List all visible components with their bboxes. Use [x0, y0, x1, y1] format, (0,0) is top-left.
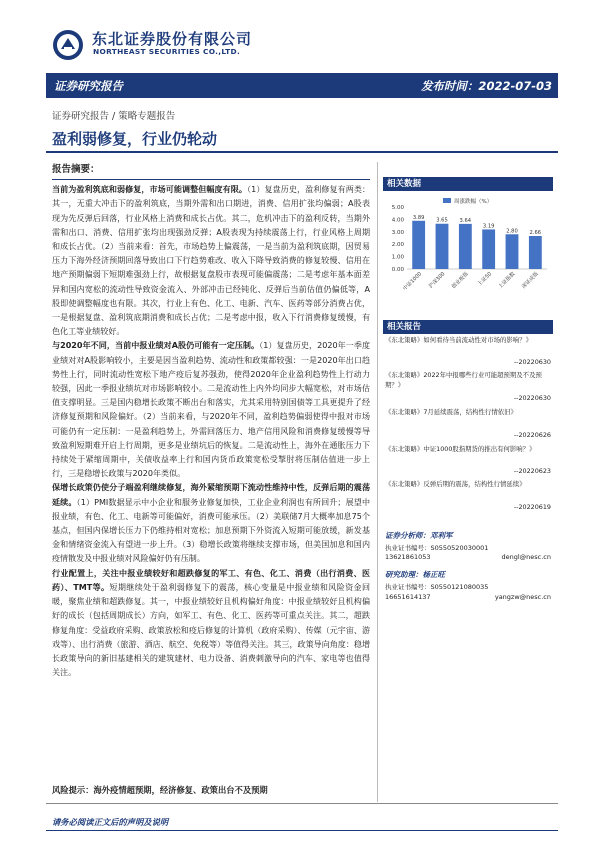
legend-label: 周涨跌幅（%） [454, 199, 493, 205]
x-tick-label: 上证50 [476, 271, 494, 288]
related-report-date: --20220623 [513, 467, 551, 475]
company-logo-icon [52, 29, 84, 61]
license-label: 执业证书编号： [385, 583, 431, 591]
y-tick-label: 2.00 [391, 242, 404, 249]
disclaimer-note: 请务必阅读正文后的声明及说明 [52, 817, 169, 827]
related-report-item[interactable]: 《东北策略》反弹后期的震荡，结构性行情延续》 [385, 480, 526, 488]
data-label: 2.80 [506, 228, 518, 235]
company-name-en: NORTHEAST SECURITIES CO.,LTD. [93, 47, 241, 56]
risk-warning: 风险提示：海外疫情超预期，经济修复、政策出台不及预期 [52, 785, 268, 795]
y-tick-label: 1.00 [391, 254, 404, 261]
license-number: S0550121080035 [430, 583, 489, 591]
x-tick-label: 深证成指 [520, 271, 540, 291]
breadcrumb: 证券研究报告 / 策略专题报告 [52, 111, 176, 122]
paragraph-body: （1）复盘历史，2020年一季度业绩对对A股影响较小，主要是因当盈利趋势、流动性和政策都较强：一是2020年出口趋势性上行，同时流动性宽松下地产疫后复苏强劲，使得2020年企业盈利趋势性上行动力较强，因此一季报业绩坑对市场影响较小。二是流动性上内外均同步大幅宽松，对市场估值支撑明显。三是国内稳增长政策不断出台和落实，尤其采用特别国债等工具更提升了经济修复预期和风险偏好。（2）当前来看，与2020年不同，盈利趋势偏弱使得中报对市场可能仍有一定压制：一是盈利趋势上，外需回落压力、地产信用风险和消费修复缓慢等导致盈利短期难开启上行周期，更多是业绩坑后的恢复。二是流动性上，海外在通胀压力下持续处于紧缩周期中，关债收益率上行和国内货币政策宽松受掣肘将压制估值进一步上行，三是稳增长政策与2020年类似。 [52, 341, 370, 479]
related-report-date: --20220626 [513, 431, 551, 439]
paragraph-lead: 行业配置上，关注中报业绩较好和超跌修复的军工、有色、化工、消费（出行消费、医药）、TMT等。 [52, 568, 370, 592]
related-data-heading: 相关数据 [383, 177, 553, 191]
data-label: 3.19 [482, 223, 495, 230]
paragraph-body: （1）PMI数据显示中小企业和服务业修复加快，工业企业利润也有所回升；展望中报业绩，有色、化工、电新等可能偏好，消费可能承压。（2）美联储7月大概率加息75个基点，但国内保增长压力下仍维持相对宽松；加息预期下外资流入短期可能放缓，新发基金和情绪资金流入有望进一步上升。（3）稳增长政策将继续支撑市场，但美国加息和国内疫情散发及中报业绩对风险偏好仍有压制。 [52, 497, 371, 564]
bar-上证指数 [506, 234, 519, 269]
footer-divider [46, 803, 558, 804]
analyst-email[interactable]: dengl@nesc.cn [501, 553, 551, 561]
page-title: 盈利弱修复，行业仍轮动 [52, 130, 218, 148]
y-tick-label: 4.00 [391, 217, 404, 224]
y-tick-label: 3.00 [391, 229, 404, 236]
analyst-phone: 13621861053 [385, 553, 431, 561]
analyst-name: 证券分析师：邓利军 [385, 531, 453, 540]
summary-paragraph [52, 567, 370, 681]
report-summary [52, 163, 370, 680]
y-tick-label: 0.00 [391, 267, 404, 273]
analyst-contact [385, 593, 551, 601]
bar-上证50 [482, 229, 495, 269]
paragraph-lead: 保增长政策仍使分子端盈利继续修复，海外紧缩预期下流动性维持中性，反弹后期的震荡延续。 [52, 483, 370, 507]
paragraph-body: 短期继续处于盈利弱修复下的震荡，核心变量是中报业绩和风险资金回暖，聚焦业绩和超跌修复。其一，中报业绩较好且机构偏好角度：中报业绩较好且机构偏好的成长（包括周期成长）方向，如军工、有色、化工、医药等可重点关注。其二，超跌修复角度：受益政府采购、政策放松和疫后修复的计算机（政府采购）、传媒（元宇宙、游戏等）、出行消费（旅游、酒店、航空、免税等）等值得关注。其三，政策导向角度：稳增长政策导向的新旧基建相关的建筑建材、电力设备、消费刺激导向的汽车、家电等也值得关注。 [52, 582, 370, 678]
related-report-item[interactable]: 《东北策略》2022年中报哪些行业可能超预期及不及预期？》 [385, 371, 542, 389]
analyst-name: 研究助理：杨正旺 [385, 570, 445, 579]
analyst-license [385, 543, 551, 552]
index-change-chart [383, 195, 553, 303]
related-report-date: --20220630 [513, 358, 551, 366]
related-report-date: --20220630 [513, 394, 551, 402]
related-report-item[interactable]: 《东北策略》如何看待当前流动性对市场的影响？》 [385, 336, 532, 344]
license-label: 执业证书编号： [385, 544, 431, 552]
analyst-contact [385, 553, 551, 561]
legend-swatch [443, 198, 451, 203]
license-number: S0550520030001 [430, 544, 489, 552]
x-tick-label: 上证指数 [497, 271, 517, 291]
x-tick-label: 创业板指 [450, 271, 470, 291]
analyst-phone: 16651614137 [385, 593, 431, 601]
paragraph-body: （1）复盘历史，盈利修复有两类：其一，无重大冲击下的盈利筑底，当期外需和出口期进，消费、信用扩张均偏弱；A股表现为先反弹后回落，行业风格上消费和成长占优。其二，危机冲击下的盈利反转，当期外需和出口、消费、信用扩张均出现强劲反弹；A股表现为持续震荡上行，行业风格上周期和成长占优。（2）当前来看：首先，市场趋势上偏震荡，一是当前为盈利筑底期，因贸易压力下海外经济预期回落导致出口下行趋势难改、收入下降导致消费的修复较慢、信用在地产预期偏弱下短期难强劲上行，故根据复盘股市表现可能偏震荡；二是考虑年基本面差异和国内宽松的流动性导致资金流入、外部冲击已经钝化、反弹后当前估值仍偏低等，A股即使调整幅度也有限。其次，行业上有色、化工、电新、汽车、医药等部分消费占优，一是根据复盘、盈利筑底期消费和成长占优；二是考虑中报，收入下行消费修复缓慢，有色化工等业绩较好。 [52, 185, 370, 337]
related-report-item[interactable]: 《东北策略》中证1000股指期货的推出有何影响？》 [385, 445, 536, 453]
paragraph-lead: 与2020年不同，当前中报业绩对A股仍可能有一定压制。 [52, 341, 260, 351]
summary-heading: 报告摘要： [52, 163, 370, 180]
analyst-email[interactable]: yangzw@nesc.cn [494, 593, 551, 601]
analyst-license [385, 582, 551, 591]
bar-沪深300 [436, 224, 449, 269]
x-tick-label: 沪深300 [427, 271, 447, 290]
bar-深证成指 [529, 236, 542, 269]
report-type-label: 证券研究报告 [54, 79, 123, 93]
title-divider [46, 151, 558, 153]
data-label: 3.64 [459, 217, 472, 224]
paragraph-lead: 当前为盈利筑底和弱修复，市场可能调整但幅度有限。 [52, 185, 248, 195]
company-name-cn: 东北证券股份有限公司 [92, 30, 253, 48]
data-label: 3.65 [436, 217, 448, 224]
data-label: 3.89 [412, 214, 425, 221]
column-divider [377, 162, 378, 802]
publish-date: 发布时间：2022-07-03 [420, 79, 552, 93]
bar-中证1000 [412, 221, 425, 269]
data-label: 2.66 [529, 230, 542, 237]
y-tick-label: 5.00 [391, 205, 404, 211]
related-reports-heading: 相关报告 [383, 320, 553, 334]
summary-paragraph [52, 183, 370, 339]
related-report-date: --20220619 [513, 503, 551, 511]
summary-paragraph [52, 481, 370, 566]
bar-创业板指 [459, 224, 472, 269]
summary-paragraph [52, 339, 370, 481]
footer-rule [46, 830, 558, 831]
x-tick-label: 中证1000 [402, 271, 424, 293]
related-report-item[interactable]: 《东北策略》7月延续震荡，结构性行情依旧》 [385, 408, 517, 416]
